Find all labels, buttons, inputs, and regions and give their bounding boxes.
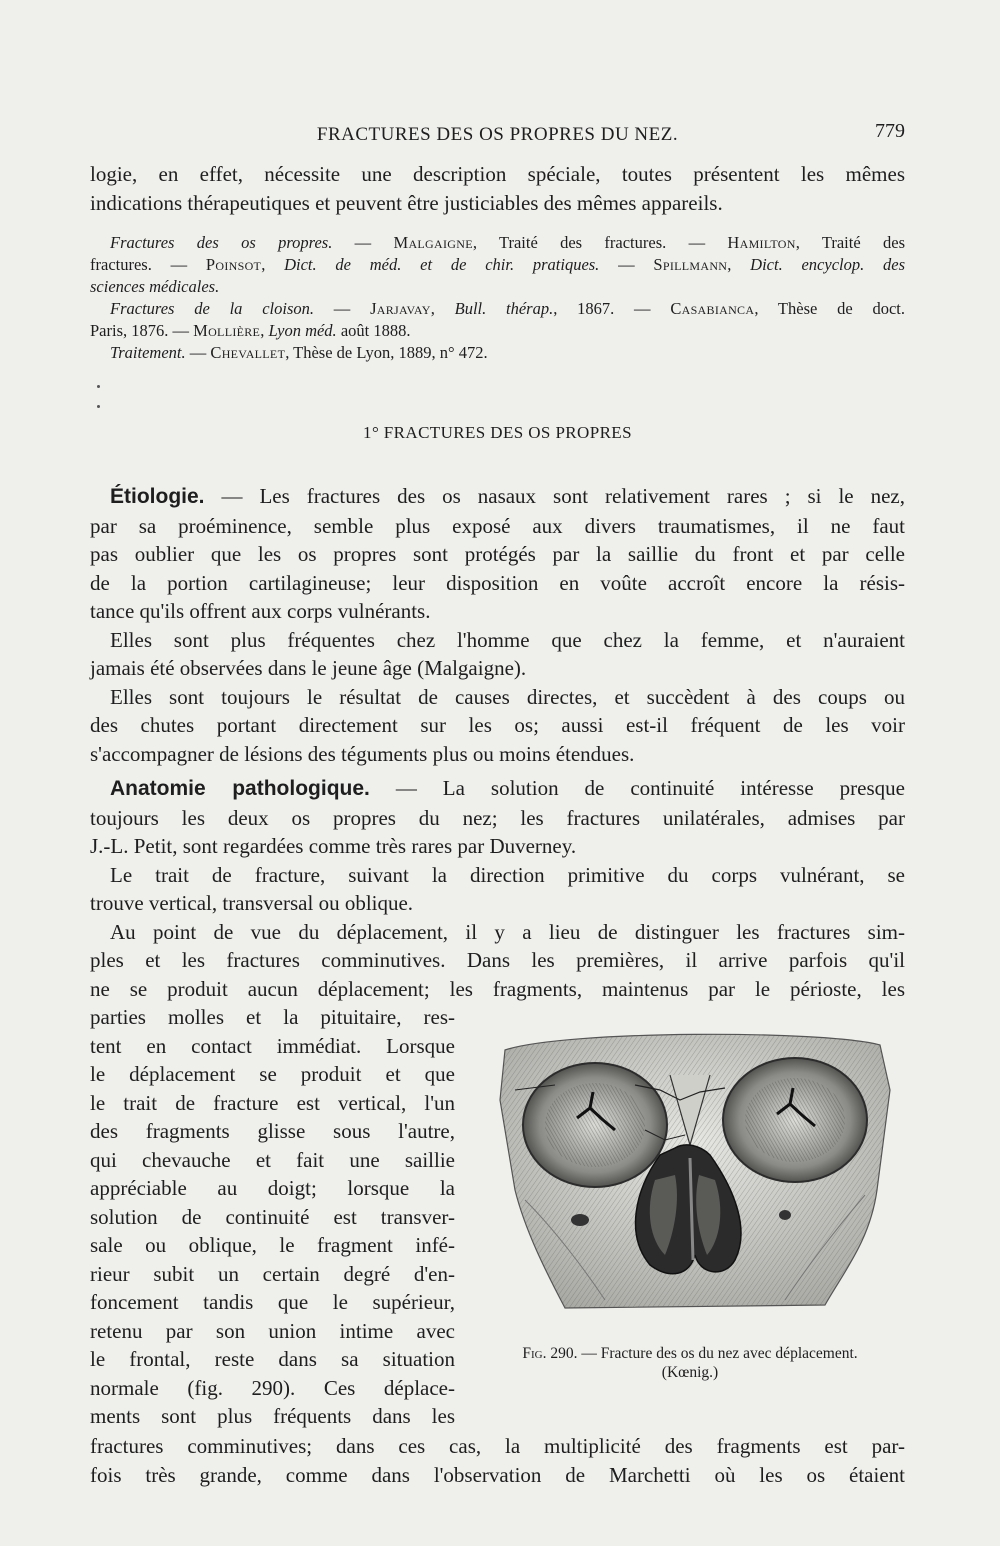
text-line: ne se produit aucun déplacement; les fragments, maintenus par le périoste, les (90, 976, 905, 1001)
author-name: Jarjavay (370, 299, 431, 318)
anatomie-heading: Anatomie pathologique. (110, 777, 370, 800)
reference-label: Fractures de la cloison. (110, 299, 314, 318)
print-speck (97, 405, 100, 408)
anatomie-section (90, 774, 905, 1003)
text-line: s'accompagner de lésions des téguments plus ou moins étendues. (90, 741, 635, 766)
text-line: Elles sont toujours le résultat de causes directes, et succèdent à des coups ou (110, 684, 905, 709)
reference-line: fractures. — Poinsot, Dict. de méd. et de chir. pratiques. — Spillmann, Dict. encyclop. des (90, 255, 905, 274)
reference-line: sciences médicales. (90, 277, 220, 296)
text-line: J.-L. Petit, sont regardées comme très rares par Duverney. (90, 834, 577, 858)
text-line: pas oublier que les os propres sont protégés par la saillie du front et par celle (90, 542, 905, 566)
reference-line: Fractures de la cloison. — Jarjavay, Bull. thérap., 1867. — Casabianca, Thèse de doct. (110, 299, 905, 318)
figure-label: Fig. 290. (522, 1345, 578, 1362)
reference-label: Fractures des os propres. (110, 233, 333, 252)
text-line: jamais été observées dans le jeune âge (Malgaigne). (90, 656, 527, 680)
print-speck (97, 385, 100, 388)
author-name: Poinsot (205, 255, 262, 274)
etiologie-section (90, 482, 905, 768)
text-line: ments sont plus fréquents dans les (90, 1404, 455, 1428)
text-line: par sa proéminence, semble plus exposé aux divers traumatismes, il ne faut (90, 513, 905, 538)
text-line: des chutes portant directement sur les os; aussi est-il fréquent de les voir (90, 713, 905, 737)
author-name: Casabianca (670, 299, 755, 318)
text-line: Au point de vue du déplacement, il y a lieu de distinguer les fractures sim- (110, 919, 905, 944)
text-line: toujours les deux os propres du nez; les fractures unilatérales, admises par (90, 805, 905, 830)
caption-text: — Fracture des os du nez avec déplacement. (577, 1345, 858, 1362)
text-line: Le trait de fracture, suivant la direction primitive du corps vulnérant, se (110, 862, 905, 887)
text-line: fois très grande, comme dans l'observation de Marchetti où les os étaient (90, 1462, 905, 1487)
text-line: tent en contact immédiat. Lorsque (90, 1033, 455, 1058)
text-line: Anatomie pathologique. — La solution de continuité intéresse presque (110, 776, 905, 800)
text-line: logie, en effet, nécessite une description spéciale, toutes présentent les mêmes (90, 162, 905, 186)
text-line: fractures comminutives; dans ces cas, la multiplicité des fragments est par- (90, 1434, 905, 1458)
text-line: indications thérapeutiques et peuvent être justiciables des mêmes appareils. (90, 190, 723, 215)
text-line: Elles sont plus fréquentes chez l'homme que chez la femme, et n'auraient (110, 627, 905, 652)
text-line: qui chevauche et fait une saillie (90, 1147, 455, 1172)
text-line: Étiologie. — Les fractures des os nasaux sont relativement rares ; si le nez, (110, 484, 905, 508)
bibliography (90, 232, 905, 364)
author-name: Chevallet (210, 343, 286, 362)
author-name: Malgaigne (393, 233, 473, 252)
intro-paragraph (90, 160, 905, 217)
reference-line: Paris, 1876. — Mollière, Lyon méd. août 1888. (90, 321, 411, 340)
figure-caption (470, 1344, 910, 1382)
text-line: des fragments glisse sous l'autre, (90, 1119, 455, 1143)
figure-290-skull-illustration (485, 1030, 910, 1375)
author-name: Mollière (193, 321, 261, 340)
reference-label: Traitement. (110, 343, 186, 362)
reference-line: Traitement. — Chevallet, Thèse de Lyon, 1889, n° 472. (110, 343, 488, 362)
running-head (90, 120, 905, 150)
running-title: FRACTURES DES OS PROPRES DU NEZ. (316, 124, 679, 145)
text-line: retenu par son union intime avec (90, 1318, 455, 1343)
text-line: rieur subit un certain degré d'en- (90, 1261, 455, 1286)
author-name: Spillmann (653, 255, 728, 274)
text-line: le frontal, reste dans sa situation (90, 1347, 455, 1371)
text-line: de la portion cartilagineuse; leur disposition en voûte accroît encore la résis- (90, 570, 905, 595)
text-line: tance qu'ils offrent aux corps vulnérants. (90, 599, 431, 623)
text-line: appréciable au doigt; lorsque la (90, 1176, 455, 1200)
text-line: normale (fig. 290). Ces déplace- (90, 1375, 455, 1400)
etiologie-heading: Étiologie. (110, 485, 205, 508)
final-lines (90, 1432, 905, 1489)
text-line: le déplacement se produit et que (90, 1062, 455, 1086)
text-line: solution de continuité est transver- (90, 1204, 455, 1229)
text-line: trouve vertical, transversal ou oblique. (90, 891, 414, 915)
page-number: 779 (875, 120, 905, 142)
text-line: sale ou oblique, le fragment infé- (90, 1233, 455, 1257)
reference-line: Fractures des os propres. — Malgaigne, Traité des fractures. — Hamilton, Traité des (110, 233, 905, 252)
text-line: parties molles et la pituitaire, res- (90, 1005, 455, 1029)
figure-credit: (Kœnig.) (661, 1364, 719, 1381)
text-line: foncement tandis que le supérieur, (90, 1290, 455, 1314)
text-line: le trait de fracture est vertical, l'un (90, 1090, 455, 1115)
author-name: Hamilton (727, 233, 796, 252)
skull-engraving (485, 1030, 910, 1340)
wrapped-text-column (90, 1003, 455, 1431)
text-line: ples et les fractures comminutives. Dans les premières, il arrive parfois qu'il (90, 948, 905, 972)
section-heading: 1° FRACTURES DES OS PROPRES (363, 423, 632, 442)
